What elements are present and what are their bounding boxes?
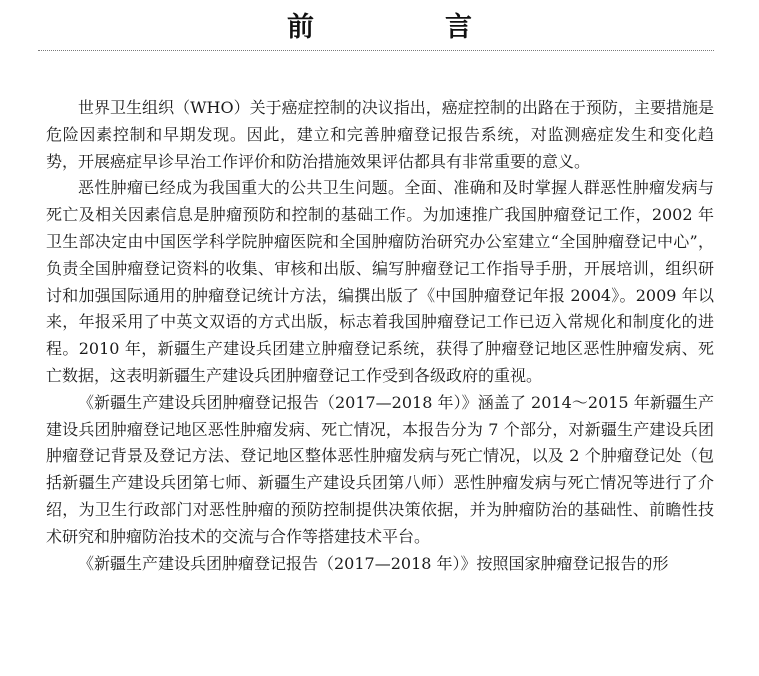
paragraph-4: 《新疆生产建设兵团肿瘤登记报告（2017—2018 年）》按照国家肿瘤登记报告的形 <box>78 553 669 573</box>
page-title: 前 言 <box>287 12 524 43</box>
paragraph-1: 世界卫生组织（WHO）关于癌症控制的决议指出，癌症控制的出路在于预防，主要措施是危险因素控制和早期发现。因此，建立和完善肿瘤登记报告系统，对监测癌症发生和变化趋势，开展癌症早诊早治工作评价和防治措施效果评估都具有非常重要的意义。 <box>46 98 714 171</box>
preface-body <box>46 95 714 577</box>
paragraph-3: 《新疆生产建设兵团肿瘤登记报告（2017—2018 年）》涵盖了 2014～2015 年新疆生产建设兵团肿瘤登记地区恶性肿瘤发病、死亡情况，本报告分为 7 个部分，对新疆生产建设兵团肿瘤登记背景及登记方法、登记地区整体恶性肿瘤发病与死亡情况，以及 2 个肿瘤登记处（包括新疆生产建设兵团第七师、新疆生产建设兵团第八师）恶性肿瘤发病与死亡情况等进行了介绍，为卫生行政部门对恶性肿瘤的预防控制提供决策依据，并为肿瘤防治的基础性、前瞻性技术研究和肿瘤防治技术的交流与合作等搭建技术平台。 <box>46 392 714 546</box>
paragraph-2: 恶性肿瘤已经成为我国重大的公共卫生问题。全面、准确和及时掌握人群恶性肿瘤发病与死亡及相关因素信息是肿瘤预防和控制的基础工作。为加速推广我国肿瘤登记工作，2002 年卫生部决定由中国医学科学院肿瘤医院和全国肿瘤防治研究办公室建立“全国肿瘤登记中心”，负责全国肿瘤登记资料的收集、审核和出版、编写肿瘤登记工作指导手册，开展培训，组织研讨和加强国际通用的肿瘤登记统计方法，编撰出版了《中国肿瘤登记年报 2004》。2009 年以来，年报采用了中英文双语的方式出版，标志着我国肿瘤登记工作已迈入常规化和制度化的进程。2010 年，新疆生产建设兵团建立肿瘤登记系统，获得了肿瘤登记地区恶性肿瘤发病、死亡数据，这表明新疆生产建设兵团肿瘤登记工作受到各级政府的重视。 <box>46 178 714 385</box>
title-divider <box>38 50 714 51</box>
